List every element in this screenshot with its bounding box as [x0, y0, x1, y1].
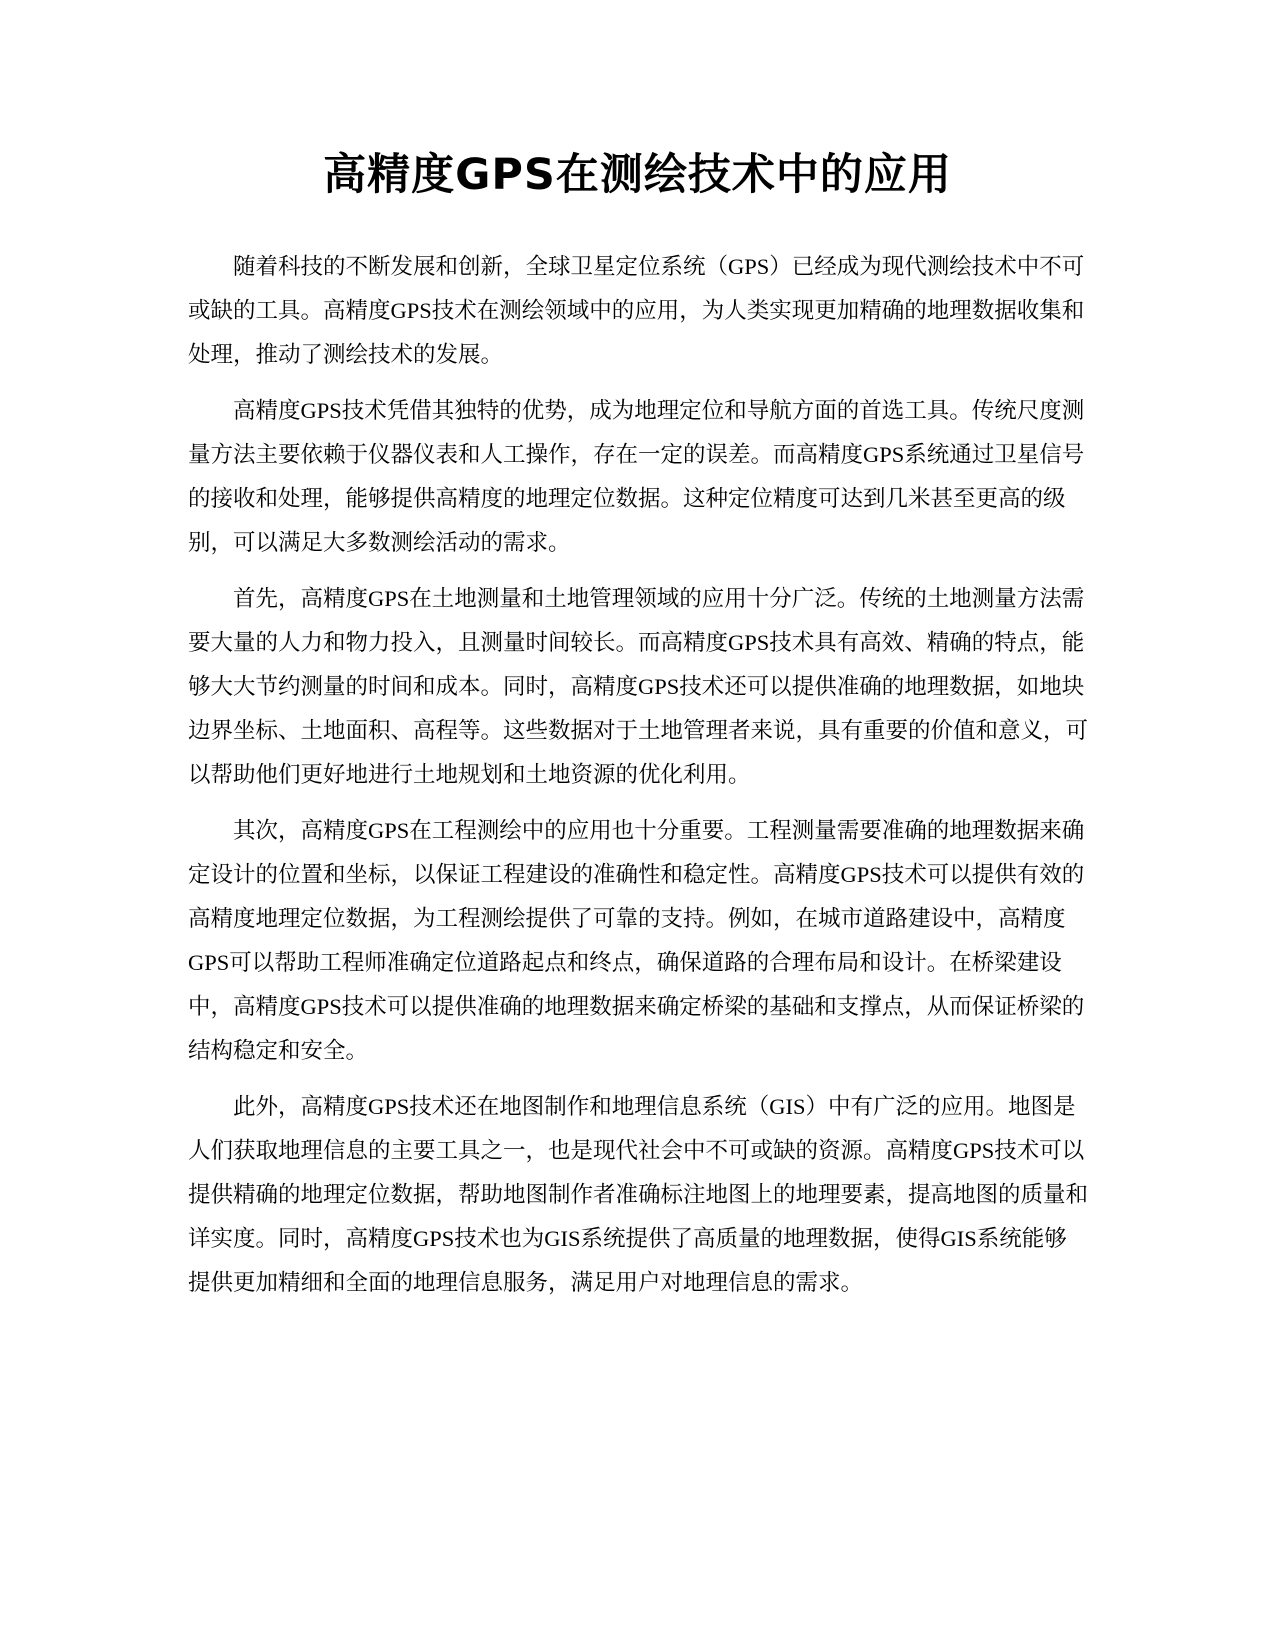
paragraph-engineering: 其次，高精度GPS在工程测绘中的应用也十分重要。工程测量需要准确的地理数据来确定设计的位置和坐标，以保证工程建设的准确性和稳定性。高精度GPS技术可以提供有效的高精度地理定位数据，为工程测绘提供了可靠的支持。例如，在城市道路建设中，高精度GPS可以帮助工程师准确定位道路起点和终点，确保道路的合理布局和设计。在桥梁建设中，高精度GPS技术可以提供准确的地理数据来确定桥梁的基础和支撑点，从而保证桥梁的结构稳定和安全。 — [188, 818, 1085, 1063]
document-body — [188, 245, 1088, 1317]
paragraph-land-survey: 首先，高精度GPS在土地测量和土地管理领域的应用十分广泛。传统的土地测量方法需要大量的人力和物力投入，且测量时间较长。而高精度GPS技术具有高效、精确的特点，能够大大节约测量的时间和成本。同时，高精度GPS技术还可以提供准确的地理数据，如地块边界坐标、土地面积、高程等。这些数据对于土地管理者来说，具有重要的价值和意义，可以帮助他们更好地进行土地规划和土地资源的优化利用。 — [188, 586, 1089, 787]
document-title: 高精度GPS在测绘技术中的应用 — [323, 150, 952, 200]
paragraph-gis: 此外，高精度GPS技术还在地图制作和地理信息系统（GIS）中有广泛的应用。地图是人们获取地理信息的主要工具之一，也是现代社会中不可或缺的资源。高精度GPS技术可以提供精确的地理定位数据，帮助地图制作者准确标注地图上的地理要素，提高地图的质量和详实度。同时，高精度GPS技术也为GIS系统提供了高质量的地理数据，使得GIS系统能够提供更加精细和全面的地理信息服务，满足用户对地理信息的需求。 — [188, 1094, 1089, 1295]
paragraph-advantages: 高精度GPS技术凭借其独特的优势，成为地理定位和导航方面的首选工具。传统尺度测量方法主要依赖于仪器仪表和人工操作，存在一定的误差。而高精度GPS系统通过卫星信号的接收和处理，能够提供高精度的地理定位数据。这种定位精度可达到几米甚至更高的级别，可以满足大多数测绘活动的需求。 — [188, 398, 1085, 555]
paragraph-intro: 随着科技的不断发展和创新，全球卫星定位系统（GPS）已经成为现代测绘技术中不可或缺的工具。高精度GPS技术在测绘领域中的应用，为人类实现更加精确的地理数据收集和处理，推动了测绘技术的发展。 — [188, 254, 1085, 367]
